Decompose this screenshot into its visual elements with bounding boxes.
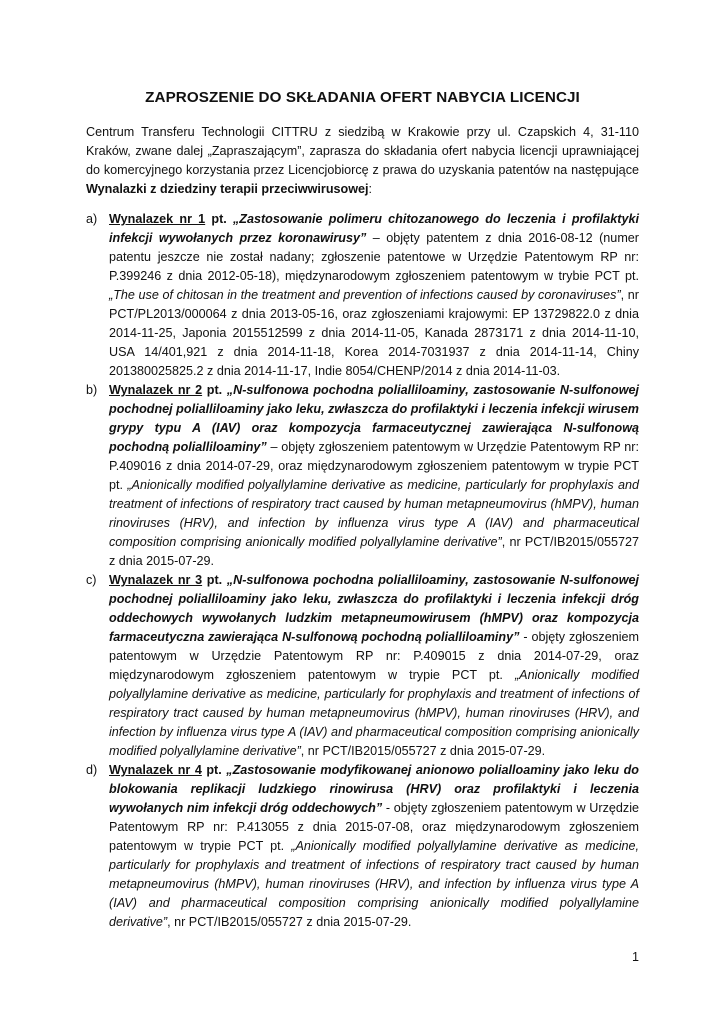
invention-label: Wynalazek nr 1 xyxy=(109,212,206,226)
invention-label: Wynalazek nr 3 xyxy=(109,573,203,587)
invention-pct-title: „Anionically modified polyallylamine derivative as medicine, particularly for prophylaxis and treatment of infections of respiratory tract caused by human metapneumovirus (hMPV), human rinoviruses (HRV), and infection by influenza virus type A (IAV) and pharmaceutical composition comprising anionically modified polyallylamine derivative” xyxy=(109,478,639,549)
invention-pt: pt. xyxy=(202,383,227,397)
invention-title: „N-sulfonowa pochodna polialliloaminy, zastosowanie N-sulfonowej pochodnej polialliloaminy jako leku, zwłaszcza do profilaktyki i leczenia infekcji wirusem grypy typu A (IAV) oraz kompozycja farmaceutycznej zawierająca N-sulfonową pochodną polialliloaminy” xyxy=(109,383,639,454)
invention-title: „Zastosowanie modyfikowanej anionowo polialloaminy jako leku do blokowania replikacji ludzkiego rinowirusa (HRV) oraz profilaktyki i leczenia wywołanych nim infekcji dróg oddechowych” xyxy=(109,763,639,815)
invention-pt: pt. xyxy=(202,573,227,587)
list-marker: d) xyxy=(86,763,98,777)
invention-item-b xyxy=(86,381,639,571)
invention-text: - objęty zgłoszeniem patentowym w Urzędzie Patentowym RP nr: P.409015 z dnia 2014-07-29, oraz międzynarodowym zgłoszeniem patentowym w trypie PCT pt. xyxy=(109,630,640,682)
invention-text-end: , nr PCT/IB2015/055727 z dnia 2015-07-29. xyxy=(109,535,639,568)
inventions-list xyxy=(86,210,639,932)
invention-label: Wynalazek nr 2 xyxy=(109,383,203,397)
invention-text: - objęty zgłoszeniem patentowym w Urzędzie Patentowym RP nr: P.413055 z dnia 2015-07-08, oraz międzynarodowym zgłoszeniem patentowym w trypie PCT pt. xyxy=(109,801,639,853)
invention-label: Wynalazek nr 4 xyxy=(109,763,202,777)
invention-pct-title: „Anionically modified polyallylamine derivative as medicine, particularly for prophylaxis and treatment of infections of respiratory tract caused by human metapneumovirus (hMPV), human rinoviruses (HRV), and infection by influenza virus type A (IAV) and pharmaceutical composition comprising anionically modified polyallylamine derivative” xyxy=(109,839,639,929)
invention-text-end: , nr PCT/IB2015/055727 z dnia 2015-07-29. xyxy=(167,915,412,929)
intro-paragraph xyxy=(86,123,639,199)
list-marker: a) xyxy=(86,212,98,226)
page-number: 1 xyxy=(632,950,640,964)
intro-text: Centrum Transferu Technologii CITTRU z siedzibą w Krakowie przy ul. Czapskich 4, 31-110 Kraków, zwane dalej „Zapraszającym”, zaprasza do składania ofert nabycia licencji uprawniającej do komercyjnego korzystania przez Licencjobiorcę z prawa do uzyskania patentów na następujące xyxy=(86,125,639,177)
invention-pct-title: „The use of chitosan in the treatment and prevention of infections caused by coronaviruses” xyxy=(109,288,621,302)
list-marker: c) xyxy=(86,573,97,587)
invention-pt: pt. xyxy=(201,763,227,777)
page-title: ZAPROSZENIE DO SKŁADANIA OFERT NABYCIA LICENCJI xyxy=(145,89,580,106)
invention-item-c xyxy=(86,571,639,761)
invention-pt: pt. xyxy=(205,212,233,226)
invention-title: „Zastosowanie polimeru chitozanowego do leczenia i profilaktyki infekcji wywołanych przez koronawirusy” xyxy=(109,212,640,245)
intro-end: : xyxy=(368,182,373,196)
invention-title: „N-sulfonowa pochodna polialliloaminy, zastosowanie N-sulfonowej pochodnej polialliloaminy jako leku, zwłaszcza do profilaktyki i leczenia infekcji dróg oddechowych wywołanych ludzkim metapneumowirusem (hMPV) oraz kompozycja farmaceutyczna zawierająca N-sulfonową pochodną polialliloaminy” xyxy=(109,573,639,644)
invention-text-end: , nr PCT/IB2015/055727 z dnia 2015-07-29. xyxy=(300,744,546,758)
intro-bold: Wynalazki z dziedziny terapii przeciwwirusowej xyxy=(86,182,369,196)
invention-pct-title: „Anionically modified polyallylamine derivative as medicine, particularly for prophylaxis and treatment of infections of respiratory tract caused by human metapneumovirus (hMPV), human rinoviruses (HRV), and infection by influenza virus type A (IAV) and pharmaceutical composition comprising anionically modified polyallylamine derivative” xyxy=(109,668,639,758)
invention-text: – objęty patentem z dnia 2016-08-12 (numer patentu jeszcze nie został nadany; zgłoszenie patentowe w Urzędzie Patentowym RP nr: P.399246 z dnia 2012-05-18), międzynarodowym zgłoszeniem patentowym w trybie PCT pt. xyxy=(109,231,640,283)
invention-item-a xyxy=(86,210,639,381)
invention-text: – objęty zgłoszeniem patentowym w Urzędzie Patentowym RP nr: P.409016 z dnia 2014-07-29, oraz międzynarodowym zgłoszeniem patentowym w trypie PCT pt. xyxy=(109,440,639,492)
invention-text-end: , nr PCT/PL2013/000064 z dnia 2013-05-16, oraz zgłoszeniami krajowymi: EP 13729822.0 z dnia 2014-11-25, Japonia 2015512599 z dnia 2014-11-05, Kanada 2873171 z dnia 2014-11-10, USA 14/401,921 z dnia 2014-11-18, Korea 2014-7031937 z dnia 2014-11-14, Chiny 201380025825.2 z dnia 2014-11-17, Indie 8054/CHENP/2014 z dnia 2014-11-03. xyxy=(109,288,639,378)
list-marker: b) xyxy=(86,383,98,397)
invention-item-d xyxy=(86,761,639,932)
